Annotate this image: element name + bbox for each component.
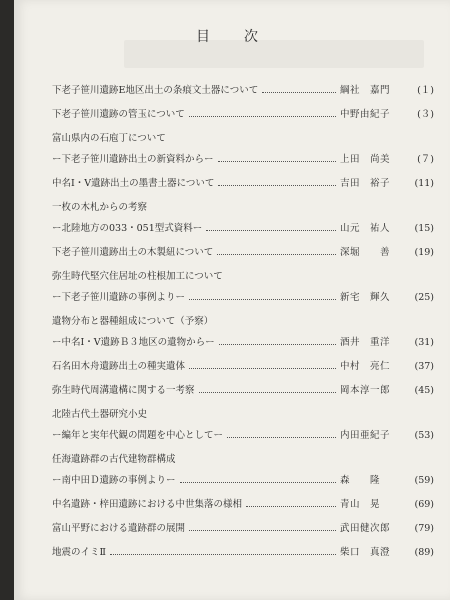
toc-entry-page-number: (69) xyxy=(414,499,434,510)
toc-entry-title-line xyxy=(52,406,434,420)
dot-leader xyxy=(189,530,336,531)
toc-entry-page-number: (15) xyxy=(414,223,434,234)
dot-leader xyxy=(219,344,336,345)
toc-entry-author: 深堀 善 xyxy=(340,247,391,258)
toc-entry-title: 地震のイミⅡ xyxy=(52,547,106,558)
toc-entry-title: 下老子笹川遺跡出土の木製紐について xyxy=(52,247,214,258)
dot-leader xyxy=(218,161,336,162)
toc-entry-author: 中村 亮仁 xyxy=(340,361,391,372)
dot-leader xyxy=(199,392,336,393)
toc-entry xyxy=(52,406,434,451)
toc-entry-title-line xyxy=(52,199,434,213)
toc-entry-subtitle-line xyxy=(52,427,434,441)
toc-entry-subtitle: ー下老子笹川遺跡出土の新資料からー xyxy=(52,154,214,165)
toc-entry-subtitle-line xyxy=(52,289,434,303)
toc-entry-page-number: (７) xyxy=(417,154,434,165)
toc-entry-page-number: (１) xyxy=(417,85,434,96)
toc-entry-title: 下老子笹川遺跡の管玉について xyxy=(52,109,185,120)
toc-entry-page-number: (59) xyxy=(414,475,434,486)
toc-entry-subtitle-line xyxy=(52,220,434,234)
toc-entry-title: 富山平野における遺跡群の展開 xyxy=(52,523,186,534)
toc-entry-author: 吉田 裕子 xyxy=(340,178,391,189)
toc-entry-page-number: (89) xyxy=(414,547,434,558)
toc-entry-author: 武田健次郎 xyxy=(340,523,391,534)
toc-entry-title-line xyxy=(52,544,434,558)
toc-entry-subtitle: ー下老子笹川遺跡の事例よりー xyxy=(52,292,186,303)
toc-entry-page-number: (53) xyxy=(414,430,434,441)
toc-entry-title-line xyxy=(52,451,434,465)
toc-entry xyxy=(52,313,434,358)
toc-entry-author: 酒井 重洋 xyxy=(340,337,391,348)
toc-entry-author: 内田亜紀子 xyxy=(340,430,391,441)
toc-entry-title: 下老子笹川遺跡E地区出土の条痕文土器について xyxy=(52,85,259,96)
toc-entry-title-line xyxy=(52,175,434,189)
toc-entry-title: 北陸古代土器研究小史 xyxy=(52,409,148,420)
table-of-contents xyxy=(52,82,434,568)
toc-entry-title-line xyxy=(52,358,434,372)
toc-entry-subtitle: ー中名Ⅰ・Ⅴ遺跡Ｂ３地区の遺物からー xyxy=(52,337,215,348)
toc-entry-subtitle: ー編年と実年代観の問題を中心としてー xyxy=(52,430,224,441)
toc-entry xyxy=(52,382,434,406)
book-page xyxy=(14,0,450,600)
toc-entry-author: 岡本淳一郎 xyxy=(340,385,391,396)
toc-entry-author: 綱社 嘉門 xyxy=(340,85,391,96)
toc-entry-title: 弥生時代堅穴住居址の柱根加工について xyxy=(52,271,223,282)
toc-entry-author: 中野由紀子 xyxy=(340,109,391,120)
dot-leader xyxy=(262,92,336,93)
toc-entry-title: 一枚の木札からの考察 xyxy=(52,202,148,213)
toc-entry-title: 任海遺跡群の古代建物群構成 xyxy=(52,454,176,465)
toc-entry-title: 弥生時代周溝遺構に関する一考察 xyxy=(52,385,195,396)
toc-entry xyxy=(52,175,434,199)
toc-entry xyxy=(52,520,434,544)
toc-entry-author: 山元 祐人 xyxy=(340,223,391,234)
dot-leader xyxy=(206,230,336,231)
toc-entry-title-line xyxy=(52,520,434,534)
toc-entry-title: 中名遺跡・梓田遺跡における中世集落の様相 xyxy=(52,499,243,510)
toc-entry-title-line xyxy=(52,313,434,327)
toc-entry-title-line xyxy=(52,130,434,144)
toc-entry xyxy=(52,358,434,382)
toc-entry-author: 新宅 輝久 xyxy=(340,292,391,303)
toc-entry-title-line xyxy=(52,382,434,396)
toc-entry xyxy=(52,82,434,106)
toc-entry-page-number: (31) xyxy=(414,337,434,348)
toc-entry-title: 遺物分布と器種組成について（予察） xyxy=(52,316,214,327)
toc-entry-author: 上田 尚美 xyxy=(340,154,391,165)
toc-entry xyxy=(52,130,434,175)
toc-entry-page-number: (３) xyxy=(417,109,434,120)
toc-entry-page-number: (19) xyxy=(414,247,434,258)
toc-entry-subtitle-line xyxy=(52,472,434,486)
page-title: 目 次 xyxy=(196,29,268,45)
dot-leader xyxy=(246,506,336,507)
dot-leader xyxy=(110,554,336,555)
dot-leader xyxy=(180,482,336,483)
toc-entry-page-number: (11) xyxy=(414,178,434,189)
toc-entry xyxy=(52,244,434,268)
toc-entry-subtitle: ー北陸地方の033・051型式資料ー xyxy=(52,223,203,234)
toc-entry-title: 石名田木舟遺跡出土の種実遺体 xyxy=(52,361,186,372)
toc-entry-title-line xyxy=(52,106,434,120)
dot-leader xyxy=(217,254,336,255)
toc-entry-title-line xyxy=(52,244,434,258)
toc-entry-subtitle-line xyxy=(52,151,434,165)
toc-entry-title: 富山県内の石庖丁について xyxy=(52,133,166,144)
toc-entry xyxy=(52,268,434,313)
toc-entry xyxy=(52,199,434,244)
toc-entry-page-number: (79) xyxy=(414,523,434,534)
dot-leader xyxy=(189,299,336,300)
toc-entry-title: 中名Ⅰ・Ⅴ遺跡出土の墨書土器について xyxy=(52,178,215,189)
toc-entry-title-line xyxy=(52,82,434,96)
toc-entry-title-line xyxy=(52,496,434,510)
toc-entry-author: 柴口 真澄 xyxy=(340,547,391,558)
toc-entry-page-number: (45) xyxy=(414,385,434,396)
toc-entry xyxy=(52,544,434,568)
toc-entry-author: 森 隆 xyxy=(340,475,381,486)
dot-leader xyxy=(189,368,336,369)
toc-entry xyxy=(52,106,434,130)
toc-entry xyxy=(52,496,434,520)
toc-entry-page-number: (25) xyxy=(414,292,434,303)
toc-entry-page-number: (37) xyxy=(414,361,434,372)
toc-entry-subtitle: ー南中田Ｄ遺跡の事例よりー xyxy=(52,475,176,486)
dot-leader xyxy=(218,185,336,186)
toc-entry xyxy=(52,451,434,496)
dot-leader xyxy=(227,437,336,438)
toc-entry-subtitle-line xyxy=(52,334,434,348)
toc-entry-author: 青山 晃 xyxy=(340,499,381,510)
toc-entry-title-line xyxy=(52,268,434,282)
dot-leader xyxy=(189,116,336,117)
